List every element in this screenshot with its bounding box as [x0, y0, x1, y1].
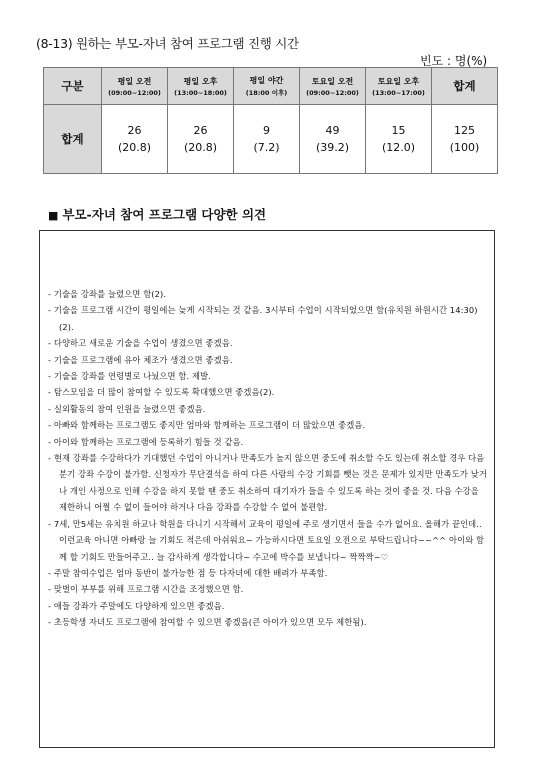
page-title: (8-13) 원하는 부모-자녀 참여 프로그램 진행 시간: [36, 36, 299, 51]
square-bullet-icon: ■: [48, 209, 59, 222]
list-item: - 아이와 함께하는 프로그램에 등록하기 힘들 것 같음.: [48, 436, 244, 447]
list-item: - 현재 강좌를 수강하다가 기대했던 수업이 아니거나 만족도가 높지 않으면 중도에 취소할 수도 있는데 취소할 경우 다음 분기 강좌 수강이 불가함. 신청자가 무단결석을 하여 다른 사람의 수강 기회를 뺏는 것은 문제가 있지만 만족도가 낮거나 개인 사정으로 인해 수강을 하지 못할 땐 중도 취소하여 대기자가 들을 수 있도록 하는 것이 좋을 것. 다음 수강을 제한하니 어쩔 수 없이 들어야 하거나 다음 강좌를 수강할 수 없어 불편함.: [48, 453, 487, 513]
table-cell: 26 (20.8): [168, 105, 234, 174]
list-item: - 맞벌이 부부를 위해 프로그램 시간을 조정했으면 함.: [48, 584, 244, 595]
list-item: - 7세, 만5세는 유치원 하교나 학원을 다니기 시작해서 교육이 평일에 주로 생기면서 들을 수가 없어요. 올해가 끝인데.. 이런교육 아니면 아빠랑 늘 기회도 적은데 아쉬워요~ 가능하시다면 토요일 오전으로 부탁드립니다~~^^ 아이와 함께 할 기회도 만들어주고.. 늘 감사하게 생각합니다~ 수고에 박수를 보냅니다~ 짝짝짝~♡: [48, 518, 485, 562]
list-item: - 주말 참여수업은 엄마 동반이 불가능한 점 등 다자녀에 대한 배려가 부족함.: [48, 567, 328, 578]
column-header: 토요일 오전 (09:00~12:00): [300, 68, 366, 105]
table-cell: 9 (7.2): [234, 105, 300, 174]
opinions-box: [39, 230, 495, 748]
table-header-row: [44, 68, 498, 105]
list-item: - 초등학생 자녀도 프로그램에 참여할 수 있으면 좋겠음(큰 아이가 있으면 모두 제한됨).: [48, 617, 367, 628]
row-label: 합계: [44, 105, 102, 174]
list-item: - 기술을 프로그램에 유아 체조가 생겼으면 좋겠음.: [48, 354, 233, 365]
list-item: - 다양하고 새로운 기술을 수업이 생겼으면 좋겠음.: [48, 338, 233, 349]
column-header: 토요일 오후 (13:00~17:00): [366, 68, 432, 105]
opinions-list: [48, 286, 488, 631]
corner-header: 구분: [44, 68, 102, 105]
table-row: [44, 105, 498, 174]
list-item: - 탐스모임을 더 많이 참여할 수 있도록 확대했으면 좋겠음(2).: [48, 387, 275, 398]
table-cell: 15 (12.0): [366, 105, 432, 174]
list-item: - 기술을 강좌를 연령별로 나눴으면 함. 제발.: [48, 371, 211, 382]
stats-table: [43, 67, 498, 174]
unit-label: 빈도 : 명(%): [420, 54, 488, 68]
table-cell-total: 125 (100): [432, 105, 498, 174]
column-header: 평일 야간 (18:00 이후): [234, 68, 300, 105]
table-cell: 26 (20.8): [102, 105, 168, 174]
column-header: 평일 오후 (13:00~18:00): [168, 68, 234, 105]
table-cell: 49 (39.2): [300, 105, 366, 174]
list-item: - 기술을 강좌를 늘렸으면 함(2).: [48, 289, 167, 299]
column-header: 평일 오전 (09:00~12:00): [102, 68, 168, 105]
list-item: - 기술을 프로그램 시간이 평일에는 늦게 시작되는 것 같음. 3시부터 수업이 시작되었으면 함(유치원 하원시간 14:30)(2).: [48, 305, 478, 332]
list-item: - 아빠와 함께하는 프로그램도 좋지만 엄마와 함께하는 프로그램이 더 많았으면 좋겠음.: [48, 420, 366, 431]
total-header: 합계: [432, 68, 498, 105]
list-item: - 실외활동의 참여 인원을 늘렸으면 좋겠음.: [48, 403, 206, 414]
list-item: - 애들 강좌가 주말에도 다양하게 있으면 좋겠음.: [48, 600, 225, 611]
section-heading: ■ 부모-자녀 참여 프로그램 다양한 의견: [48, 207, 267, 222]
